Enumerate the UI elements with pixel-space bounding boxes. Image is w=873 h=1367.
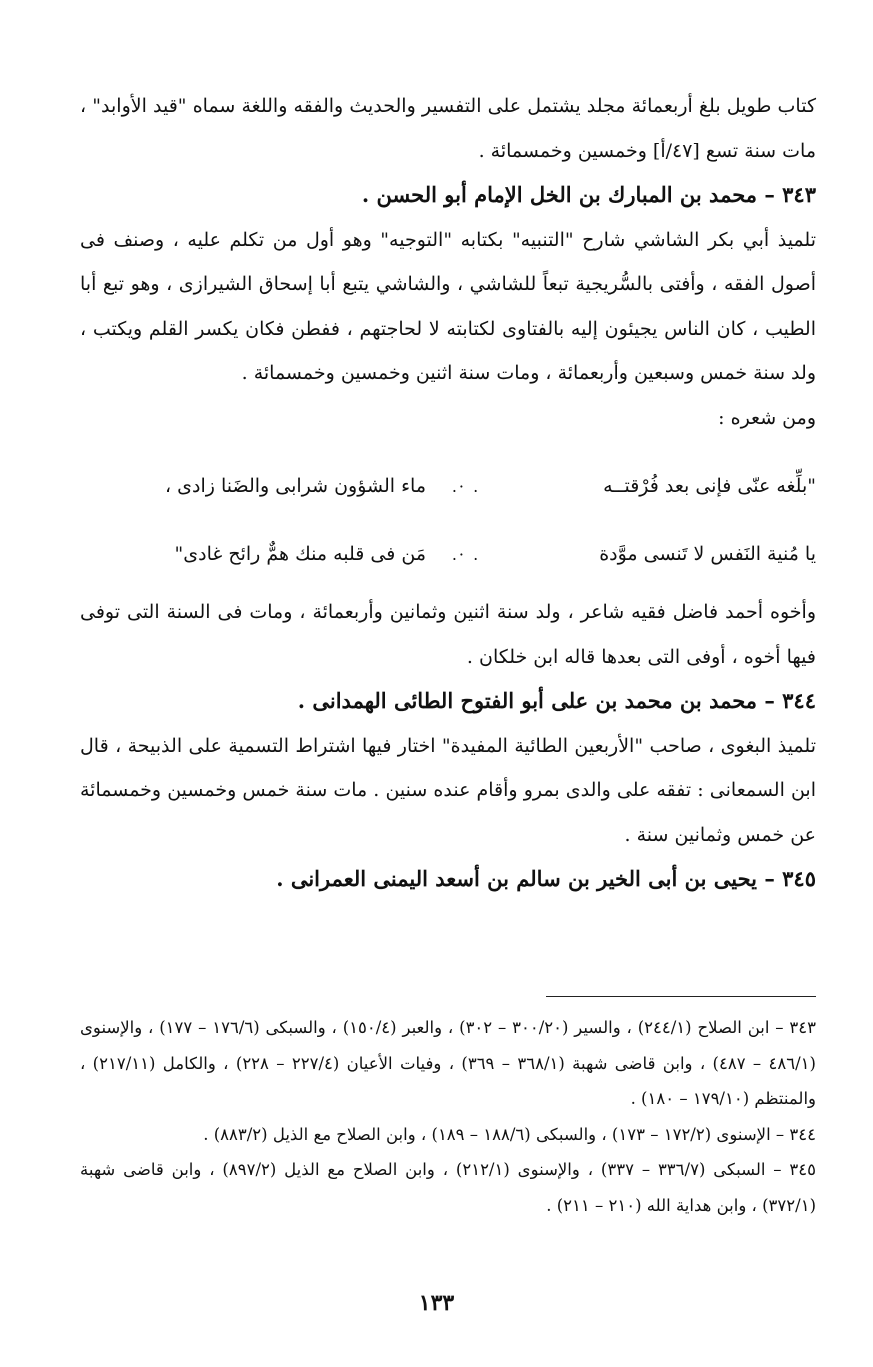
verse-line-2 [80, 520, 816, 588]
body-text [80, 84, 816, 440]
main-text-column [80, 84, 816, 902]
entry-344-title: ٣٤٤ – محمد بن محمد بن على أبو الفتوح الطائى الهمدانى . [297, 688, 816, 713]
verse-1-second-hemistich: ماء الشؤون شرابى والضَنا زادى ، [164, 475, 426, 497]
poetry-intro: ومن شعره : [718, 406, 816, 429]
footnote-divider [546, 996, 816, 997]
brother-paragraph: وأخوه أحمد فاضل فقيه شاعر ، ولد سنة اثنين وثمانين وأربعمائة ، ومات فى السنة التى توفى فيها أخوه ، أوفى التى بعدها قاله ابن خلكان . [80, 601, 816, 668]
verse-line-1 [80, 452, 816, 520]
entry-344-text: تلميذ البغوى ، صاحب "الأربعين الطائية المفيدة" اختار فيها اشتراط التسمية على الذبيحة ، قال ابن السمعانى : تفقه على والدى بمرو وأقام عنده سنين . مات سنة خمس وخمسين وخمسمائة عن خمس وثمانين سنة . [80, 734, 816, 846]
verse-2-separator: . ·. [451, 544, 481, 564]
footnote-344: ٣٤٤ – الإسنوى (١٧٢/٢ – ١٧٣) ، والسبكى (١٨٨/٦ – ١٨٩) ، وابن الصلاح مع الذيل (٨٨٣/٢) . [203, 1124, 816, 1144]
verse-2-first-hemistich: يا مُنية النَفس لا تَنسى موَّدة [599, 543, 816, 565]
verse-1-separator: . ·. [451, 476, 481, 496]
verse-2-second-hemistich: مَن فى قلبه منك همٌّ رائح غادى" [174, 543, 426, 565]
entry-345-title: ٣٤٥ – يحيى بن أبى الخير بن سالم بن أسعد اليمنى العمرانى . [276, 866, 816, 891]
body-text-continued [80, 590, 816, 902]
entry-343-title: ٣٤٣ – محمد بن المبارك بن الخل الإمام أبو الحسن . [361, 182, 816, 207]
paragraph-continuation: كتاب طويل بلغ أربعمائة مجلد يشتمل على التفسير والحديث والفقه واللغة سماه "قيد الأوابد" ، مات سنة تسع [٤٧/أ] وخمسين وخمسمائة . [80, 95, 816, 162]
entry-343-text: تلميذ أبي بكر الشاشي شارح "التنبيه" بكتابه "التوجيه" وهو أول من تكلم عليه ، وصنف فى أصول الفقه ، وأفتى بالسُّريجية تبعاً للشاشي ، والشاشي يتبع أبا إسحاق الشيرازى ، وهو تبع أبا الطيب ، كان الناس يجيئون إليه بالفتاوى لكتابته لا لحاجتهم ، ففطن فكان يكسر القلم ويكتب ، ولد سنة خمس وسبعين وأربعمائة ، ومات سنة اثنين وخمسين وخمسمائة . [80, 228, 816, 384]
footnote-343: ٣٤٣ – ابن الصلاح (٢٤٤/١) ، والسير (٣٠٠/٢٠ – ٣٠٢) ، والعبر (١٥٠/٤) ، والسبكى (١٧٦/٦ – ١٧٧) ، والإسنوى (٤٨٦/١ – ٤٨٧) ، وابن قاضى شهبة (٣٦٨/١ – ٣٦٩) ، وفيات الأعيان (٢٢٧/٤ – ٢٢٨) ، والكامل (٢١٧/١١) ، والمنتظم (١٧٩/١٠ – ١٨٠) . [80, 1018, 816, 1108]
footnote-345: ٣٤٥ – السبكى (٣٣٦/٧ – ٣٣٧) ، والإسنوى (٢١٢/١) ، وابن الصلاح مع الذيل (٨٩٧/٢) ، وابن قاضى شهبة (٣٧٢/١) ، وابن هداية الله (٢١٠ – ٢١١) . [80, 1160, 816, 1215]
footnotes [80, 1010, 816, 1223]
verse-1-first-hemistich: "بلِّغه عنّى فإنى بعد فُرْقتــه [603, 475, 816, 497]
poetry-block [80, 452, 816, 588]
page-number: ١٣٣ [418, 1290, 455, 1316]
